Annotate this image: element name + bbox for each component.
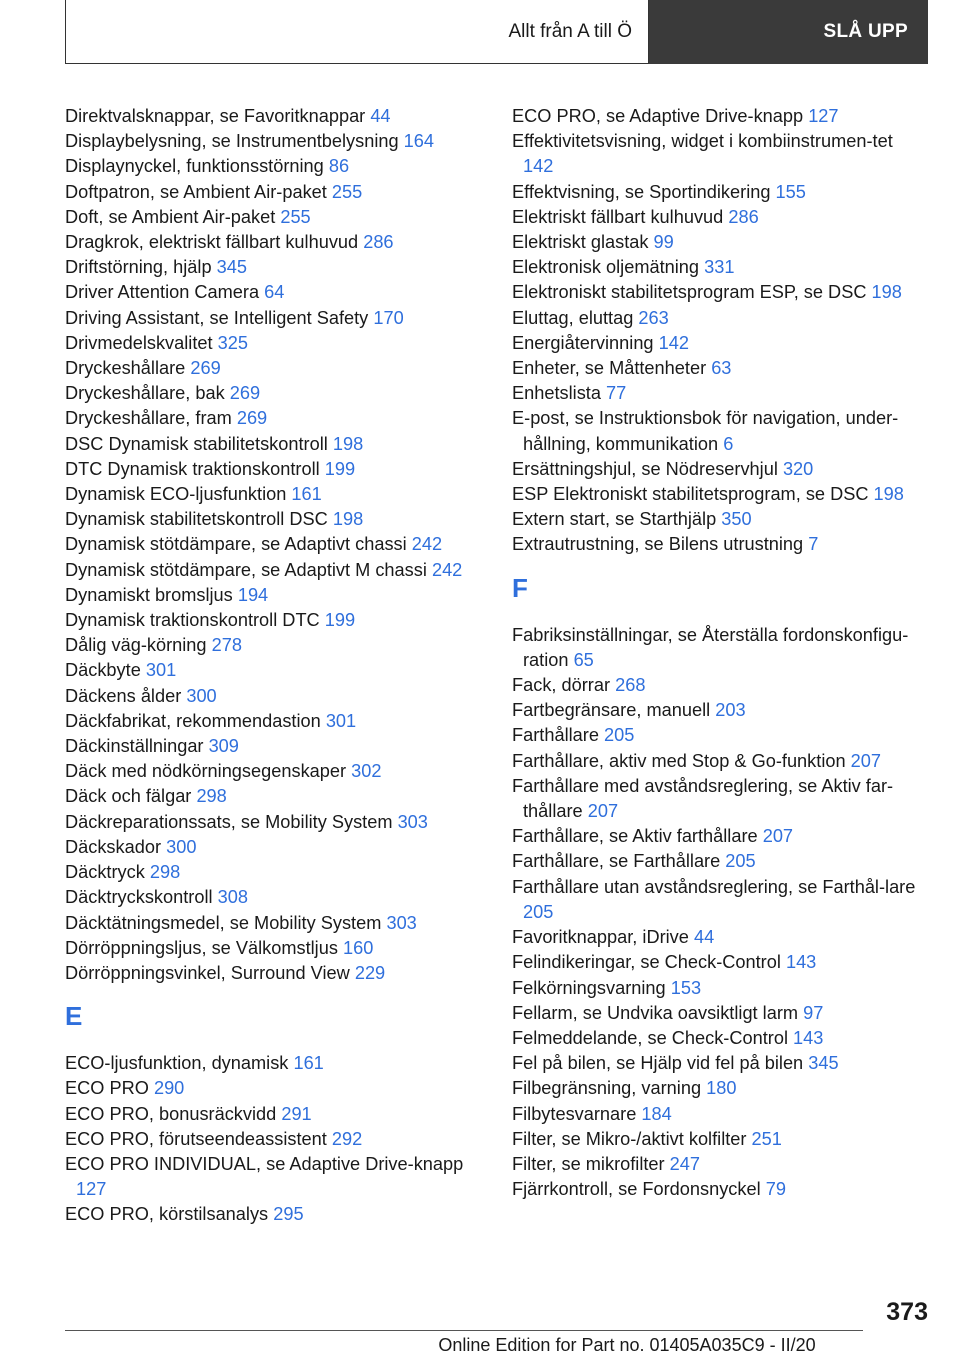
entry-term: Farthållare <box>512 725 599 746</box>
index-entry <box>512 280 927 305</box>
index-entry <box>512 356 927 381</box>
index-entry <box>512 673 927 698</box>
index-entry <box>512 976 927 1001</box>
page-link[interactable]: 207 <box>587 801 619 822</box>
entry-term: Däckens ålder <box>65 685 182 706</box>
index-entry <box>512 406 927 456</box>
page-link[interactable]: 99 <box>653 232 674 253</box>
page-link[interactable]: 170 <box>373 307 404 328</box>
index-entry <box>65 432 475 457</box>
index-entry <box>65 608 475 633</box>
index-entry <box>512 1127 927 1152</box>
page-link[interactable]: 205 <box>725 851 756 872</box>
page-link[interactable]: 203 <box>715 700 746 721</box>
page-link[interactable]: 300 <box>186 685 217 706</box>
index-column-left <box>65 104 475 1228</box>
index-entry <box>65 280 475 305</box>
index-entry <box>512 849 927 874</box>
entry-term: ECO PRO, förutseendeassistent <box>65 1128 327 1149</box>
index-entry <box>65 684 475 709</box>
index-entry <box>65 457 475 482</box>
entry-term: Däckbyte <box>65 660 141 681</box>
page-link[interactable]: 198 <box>332 433 364 454</box>
page-link[interactable]: 269 <box>229 383 261 404</box>
entry-term: ECO PRO INDIVIDUAL, se Adaptive Drive-knapp <box>65 1153 464 1174</box>
page-link[interactable]: 164 <box>403 131 435 152</box>
index-entry <box>512 331 927 356</box>
page-link[interactable]: 7 <box>808 534 819 555</box>
page-link[interactable]: 205 <box>604 725 635 746</box>
index-entry <box>65 255 475 280</box>
index-list-e-continued <box>512 104 927 558</box>
entry-term: Eluttag, eluttag <box>512 307 634 328</box>
page-link[interactable]: 184 <box>641 1103 672 1124</box>
page-link[interactable]: 161 <box>291 484 322 505</box>
index-entry <box>65 331 475 356</box>
index-entry <box>65 129 475 154</box>
entry-term: Dragkrok, elektriskt fällbart kulhuvud <box>65 232 359 253</box>
index-entry <box>512 180 927 205</box>
index-entry <box>65 532 475 557</box>
index-entry <box>512 1051 927 1076</box>
page-link[interactable]: 251 <box>751 1128 782 1149</box>
page-link[interactable]: 298 <box>149 862 181 883</box>
page-link[interactable]: 303 <box>386 912 417 933</box>
page-link[interactable]: 127 <box>808 106 839 126</box>
entry-term: Ersättningshjul, se Nödreservhjul <box>512 458 778 479</box>
page-link[interactable]: 303 <box>397 811 428 832</box>
index-column-right <box>512 104 927 1202</box>
entry-term: ESP Elektroniskt stabilitetsprogram, se DSC <box>512 484 869 505</box>
page-link[interactable]: 242 <box>431 559 463 580</box>
page-link[interactable]: 155 <box>775 181 806 202</box>
page-number: 373 <box>886 1298 928 1326</box>
page-link[interactable]: 292 <box>331 1128 363 1149</box>
entry-term: Däckinställningar <box>65 736 204 757</box>
index-entry <box>512 698 927 723</box>
index-entry <box>512 457 927 482</box>
entry-term: Farthållare utan avståndsreglering, se Farthål-lare <box>512 876 916 897</box>
index-entry <box>512 381 927 406</box>
entry-term: Direktvalsknappar, se Favoritknappar <box>65 106 366 126</box>
open-index-button[interactable]: SLÅ UPP <box>649 0 928 64</box>
index-entry <box>65 583 475 608</box>
entry-term: Farthållare, aktiv med Stop & Go-funktion <box>512 750 846 771</box>
entry-term: Farthållare, se Farthållare <box>512 851 721 872</box>
entry-term: Doftpatron, se Ambient Air-paket <box>65 181 327 202</box>
index-entry <box>512 950 927 975</box>
entry-term: Dynamisk ECO-ljusfunktion <box>65 484 287 505</box>
page-link[interactable]: 286 <box>728 206 759 227</box>
entry-term: Däck och fälgar <box>65 786 192 807</box>
page-link[interactable]: 269 <box>190 358 221 379</box>
entry-term: Dynamisk stötdämpare, se Adaptivt M chassi <box>65 559 427 580</box>
page-link[interactable]: 268 <box>615 675 646 696</box>
entry-term: E-post, se Instruktionsbok för navigation, under-hållning, kommunikation <box>512 408 899 454</box>
entry-term: Felindikeringar, se Check-Control <box>512 952 781 973</box>
entry-term: Enheter, se Måttenheter <box>512 358 707 379</box>
entry-term: Dörröppningsljus, se Välkomstljus <box>65 937 338 958</box>
index-entry <box>65 810 475 835</box>
page-link[interactable]: 64 <box>264 282 285 303</box>
page-link[interactable]: 308 <box>217 887 248 908</box>
page-link[interactable]: 86 <box>328 156 350 177</box>
index-tab[interactable]: Allt från A till Ö <box>65 0 649 64</box>
index-entry <box>65 356 475 381</box>
page-link[interactable]: 263 <box>638 307 669 328</box>
entry-term: Fel på bilen, se Hjälp vid fel på bilen <box>512 1053 804 1074</box>
entry-term: Elektronisk oljemätning <box>512 257 700 278</box>
index-entry <box>512 723 927 748</box>
page-link[interactable]: 205 <box>523 901 554 922</box>
index-entry <box>512 1076 927 1101</box>
page-link[interactable]: 229 <box>354 962 386 983</box>
page-link[interactable]: 199 <box>324 458 356 479</box>
entry-term: Driftstörning, hjälp <box>65 257 212 278</box>
page-link[interactable]: 309 <box>208 736 239 757</box>
entry-term: Dryckeshållare, fram <box>65 408 232 429</box>
page-link[interactable]: 65 <box>573 649 594 670</box>
index-entry <box>65 885 475 910</box>
index-entry <box>65 1202 475 1227</box>
entry-term: Effektivitetsvisning, widget i kombiinstrumen-tet <box>512 131 893 152</box>
page-link[interactable]: 295 <box>273 1204 304 1225</box>
page-link[interactable]: 79 <box>765 1179 786 1200</box>
index-entry <box>65 759 475 784</box>
index-entry <box>65 1127 475 1152</box>
page-link[interactable]: 180 <box>706 1078 737 1099</box>
index-entry <box>65 1152 475 1202</box>
entry-term: Farthållare med avståndsreglering, se Aktiv far-thållare <box>512 775 894 822</box>
entry-term: Drivmedelskvalitet <box>65 332 213 353</box>
entry-term: Däckfabrikat, rekommendastion <box>65 710 321 731</box>
index-entry <box>512 230 927 255</box>
index-entry <box>512 749 927 774</box>
index-entry <box>512 774 927 824</box>
index-entry <box>65 961 475 986</box>
entry-term: ECO PRO, se Adaptive Drive-knapp <box>512 106 804 126</box>
entry-term: Driving Assistant, se Intelligent Safety <box>65 307 369 328</box>
page-link[interactable]: 97 <box>803 1002 824 1023</box>
page-link[interactable]: 247 <box>669 1153 701 1174</box>
top-navigation <box>65 0 928 64</box>
index-entry <box>512 1102 927 1127</box>
page-link[interactable]: 77 <box>606 383 627 404</box>
entry-term: ECO-ljusfunktion, dynamisk <box>65 1053 289 1074</box>
index-entry <box>65 507 475 532</box>
index-entry <box>65 205 475 230</box>
index-entry <box>512 129 927 179</box>
entry-term: DTC Dynamisk traktionskontroll <box>65 458 320 479</box>
page-link[interactable]: 255 <box>280 206 311 227</box>
index-entry <box>65 1076 475 1101</box>
index-list-d <box>65 104 475 986</box>
index-entry <box>512 205 927 230</box>
page-link[interactable]: 278 <box>211 635 242 656</box>
index-entry <box>65 154 475 179</box>
page-link[interactable]: 153 <box>670 977 702 998</box>
page-link[interactable]: 320 <box>782 458 814 479</box>
entry-term: Elektroniskt stabilitetsprogram ESP, se DSC <box>512 282 867 303</box>
page-link[interactable]: 143 <box>793 1027 824 1048</box>
index-entry <box>512 1001 927 1026</box>
entry-term: Fartbegränsare, manuell <box>512 700 711 721</box>
page-link[interactable]: 198 <box>873 484 904 505</box>
entry-term: Dynamisk stötdämpare, se Adaptivt chassi <box>65 534 407 555</box>
page-link[interactable]: 242 <box>411 534 443 555</box>
entry-term: Doft, se Ambient Air-paket <box>65 206 276 227</box>
entry-term: Däcktryck <box>65 862 145 883</box>
page-link[interactable]: 345 <box>808 1053 839 1074</box>
page-link[interactable]: 161 <box>293 1053 324 1074</box>
page-link[interactable]: 301 <box>325 710 357 731</box>
entry-term: Filbegränsning, varning <box>512 1078 702 1099</box>
index-entry <box>512 1152 927 1177</box>
page-link[interactable]: 44 <box>693 927 715 948</box>
entry-term: Filbytesvarnare <box>512 1103 637 1124</box>
index-entry <box>65 381 475 406</box>
entry-term: Fabriksinställningar, se Återställa fordonskonfigu-ration <box>512 624 909 670</box>
page-link[interactable]: 291 <box>281 1103 312 1124</box>
entry-term: Däckskador <box>65 836 162 857</box>
index-entry <box>512 255 927 280</box>
index-entry <box>65 658 475 683</box>
entry-term: ECO PRO <box>65 1078 149 1099</box>
index-entry <box>65 860 475 885</box>
entry-term: Extern start, se Starthjälp <box>512 509 717 530</box>
page-link[interactable]: 160 <box>343 937 374 958</box>
index-entry <box>512 875 927 925</box>
index-entry <box>65 936 475 961</box>
entry-term: Däcktryckskontroll <box>65 887 213 908</box>
index-entry <box>65 230 475 255</box>
footer-divider <box>65 1330 863 1331</box>
page-link[interactable]: 6 <box>723 433 734 454</box>
page-link[interactable]: 143 <box>785 952 817 973</box>
index-entry <box>65 1051 475 1076</box>
entry-term: Däckreparationssats, se Mobility System <box>65 811 393 832</box>
page-link[interactable]: 300 <box>166 836 197 857</box>
page-link[interactable]: 325 <box>217 332 248 353</box>
entry-term: Driver Attention Camera <box>65 282 260 303</box>
entry-term: Fack, dörrar <box>512 675 611 696</box>
page-link[interactable]: 269 <box>236 408 268 429</box>
page-link[interactable]: 199 <box>324 610 356 631</box>
page-link[interactable]: 301 <box>145 660 177 681</box>
page-link[interactable]: 194 <box>237 584 269 605</box>
page-link[interactable]: 142 <box>523 156 554 177</box>
section-letter-f: F <box>512 572 528 603</box>
entry-term: Enhetslista <box>512 383 601 404</box>
entry-term: Displaybelysning, se Instrumentbelysning <box>65 131 399 152</box>
entry-term: ECO PRO, bonusräckvidd <box>65 1103 277 1124</box>
index-entry <box>512 104 927 129</box>
entry-term: Däck med nödkörningsegenskaper <box>65 761 347 782</box>
entry-term: Dryckeshållare <box>65 358 186 379</box>
entry-term: Dörröppningsvinkel, Surround View <box>65 962 350 983</box>
index-entry <box>65 709 475 734</box>
index-entry <box>65 734 475 759</box>
entry-term: Energiåtervinning <box>512 332 654 353</box>
entry-term: Favoritknappar, iDrive <box>512 927 689 948</box>
page-link[interactable]: 302 <box>351 761 382 782</box>
index-entry <box>65 406 475 431</box>
entry-term: Fellarm, se Undvika oavsiktligt larm <box>512 1002 799 1023</box>
entry-term: Displaynyckel, funktionsstörning <box>65 156 324 177</box>
page-link[interactable]: 298 <box>196 786 227 807</box>
entry-term: Felmeddelande, se Check-Control <box>512 1027 788 1048</box>
index-entry <box>65 1102 475 1127</box>
index-entry <box>512 925 927 950</box>
index-entry <box>512 507 927 532</box>
page-link[interactable]: 345 <box>216 257 247 278</box>
index-entry <box>65 911 475 936</box>
index-entry <box>65 835 475 860</box>
index-entry <box>512 623 927 673</box>
index-list-e <box>65 1051 475 1227</box>
entry-term: Filter, se mikrofilter <box>512 1153 665 1174</box>
page-link[interactable]: 207 <box>850 750 882 771</box>
page-link[interactable]: 255 <box>331 181 363 202</box>
entry-term: Farthållare, se Aktiv farthållare <box>512 826 758 847</box>
index-entry <box>512 532 927 557</box>
entry-term: Fjärrkontroll, se Fordonsnyckel <box>512 1179 761 1200</box>
entry-term: Extrautrustning, se Bilens utrustning <box>512 534 804 555</box>
index-entry <box>512 306 927 331</box>
index-entry <box>65 558 475 583</box>
entry-term: DSC Dynamisk stabilitetskontroll <box>65 433 328 454</box>
index-entry <box>65 104 475 129</box>
page-link[interactable]: 331 <box>704 257 735 278</box>
edition-text: Online Edition for Part no. 01405A035C9 - II/20 <box>438 1335 816 1355</box>
index-entry <box>512 824 927 849</box>
entry-term: Dryckeshållare, bak <box>65 383 225 404</box>
page-link[interactable]: 44 <box>370 106 391 126</box>
entry-term: Dynamisk traktionskontroll DTC <box>65 610 320 631</box>
footer-edition <box>0 1335 960 1356</box>
entry-term: ECO PRO, körstilsanalys <box>65 1204 269 1225</box>
section-letter-e: E <box>65 1001 83 1032</box>
entry-term: Felkörningsvarning <box>512 977 666 998</box>
entry-term: Dynamiskt bromsljus <box>65 584 233 605</box>
index-entry <box>512 1026 927 1051</box>
entry-term: Däcktätningsmedel, se Mobility System <box>65 912 382 933</box>
entry-term: Dålig väg-körning <box>65 635 207 656</box>
entry-term: Elektriskt fällbart kulhuvud <box>512 206 724 227</box>
entry-term: Effektvisning, se Sportindikering <box>512 181 771 202</box>
page-link[interactable]: 198 <box>871 282 902 303</box>
page-link[interactable]: 350 <box>721 509 752 530</box>
entry-term: Filter, se Mikro-/aktivt kolfilter <box>512 1128 747 1149</box>
index-entry <box>65 180 475 205</box>
index-entry <box>512 1177 927 1202</box>
index-entry <box>65 784 475 809</box>
page-link[interactable]: 142 <box>658 332 689 353</box>
index-entry <box>65 633 475 658</box>
page-link[interactable]: 290 <box>153 1078 185 1099</box>
index-list-f <box>512 623 927 1203</box>
index-entry <box>512 482 927 507</box>
page-link[interactable]: 286 <box>363 232 394 253</box>
page-link[interactable]: 127 <box>76 1179 107 1200</box>
page-link[interactable]: 207 <box>762 826 794 847</box>
entry-term: Dynamisk stabilitetskontroll DSC <box>65 509 328 530</box>
index-entry <box>65 306 475 331</box>
page-link[interactable]: 198 <box>332 509 364 530</box>
entry-term: Elektriskt glastak <box>512 232 649 253</box>
index-entry <box>65 482 475 507</box>
page-link[interactable]: 63 <box>711 358 732 379</box>
